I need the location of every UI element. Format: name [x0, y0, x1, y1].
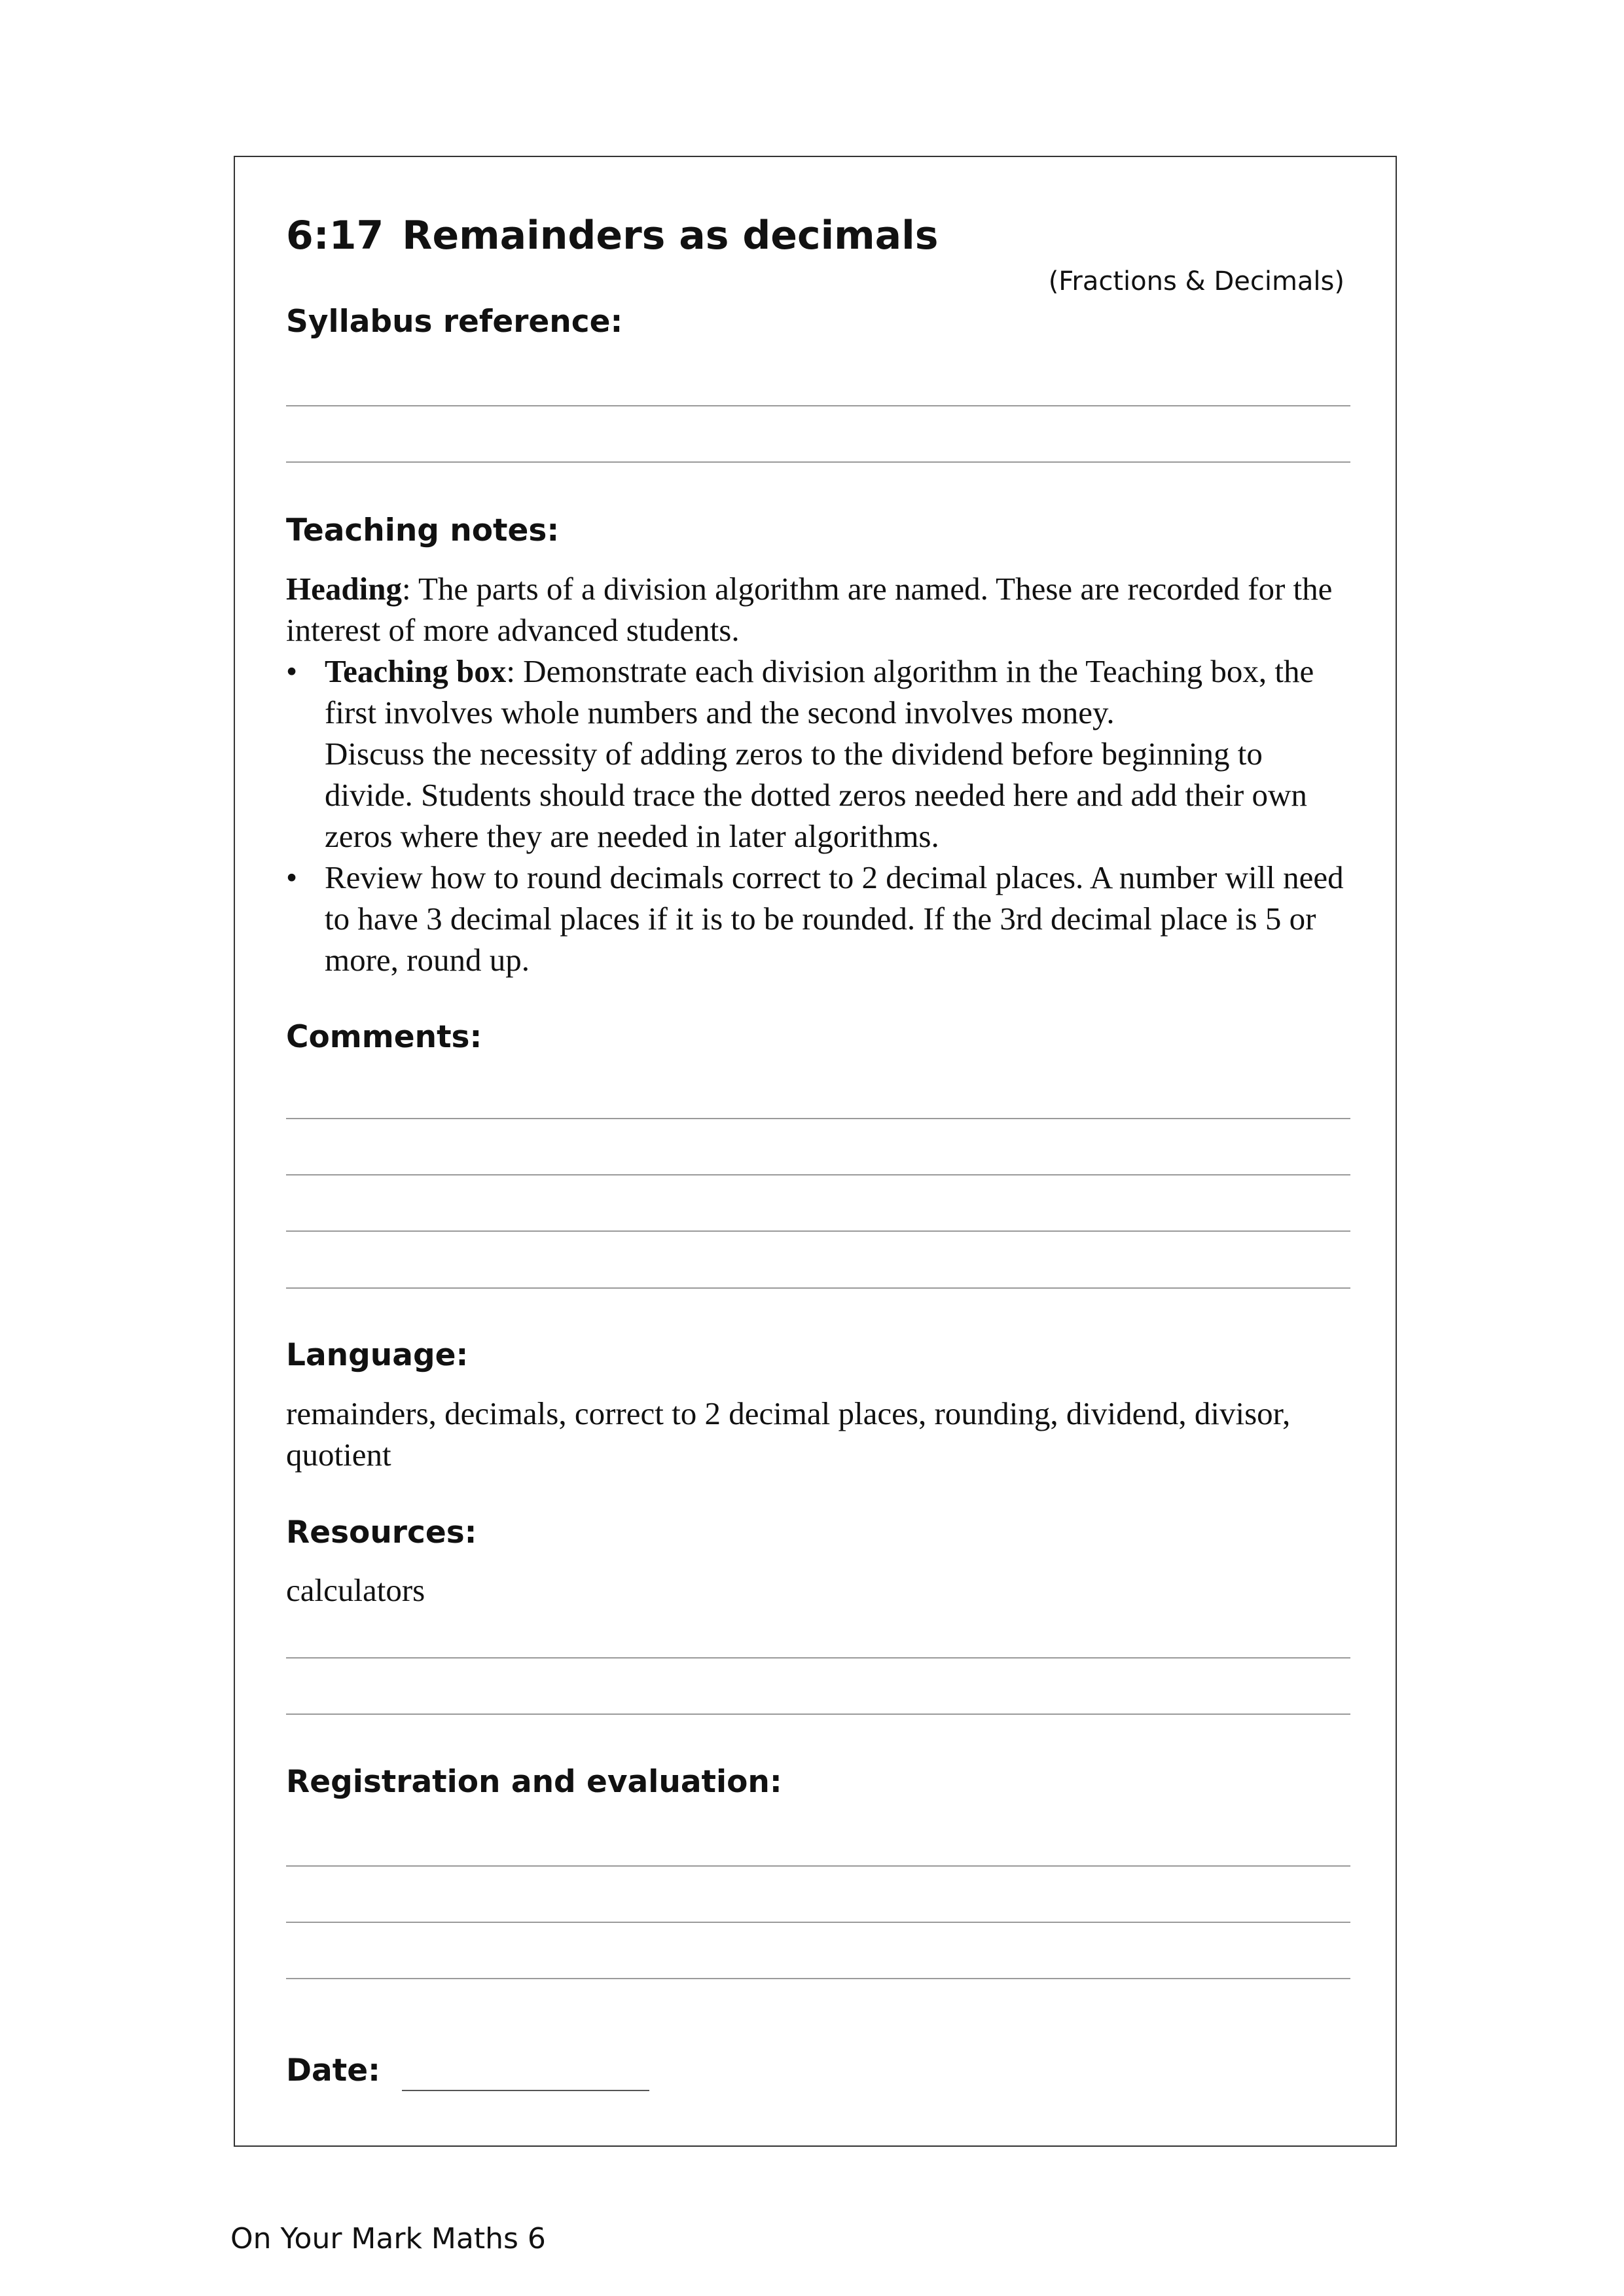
teaching-box-text: : Demonstrate each division algorithm in the Teaching box, the first involves whole numbers and the second involves money.: [325, 653, 1314, 730]
language-label: Language:: [286, 1337, 469, 1373]
language-text: remainders, decimals, correct to 2 decimal places, rounding, dividend, divisor, quotient: [286, 1395, 1291, 1473]
comments-line-3: [286, 1230, 1350, 1232]
comments-line-4: [286, 1287, 1350, 1289]
registration-line-2: [286, 1922, 1350, 1923]
list-item: [286, 651, 1353, 857]
page-title: [286, 209, 938, 262]
date-line: [402, 2090, 649, 2091]
heading-note: [286, 568, 1353, 651]
resources-line-2: [286, 1713, 1350, 1715]
syllabus-line-2: [286, 461, 1350, 463]
comments-label: Comments:: [286, 1019, 482, 1055]
resources-line-1: [286, 1657, 1350, 1659]
lesson-title: Remainders as decimals: [402, 213, 939, 259]
resources-text: calculators: [286, 1572, 425, 1608]
registration-label: Registration and evaluation:: [286, 1764, 782, 1800]
teaching-box-extra: Discuss the necessity of adding zeros to the dividend before beginning to divide. Students should trace the dotted zeros needed here and add their own zeros where they are needed in later algorithms.: [325, 736, 1307, 854]
syllabus-reference-label: Syllabus reference:: [286, 304, 623, 340]
syllabus-line-1: [286, 405, 1350, 406]
topic-category: (Fractions & Decimals): [1048, 266, 1344, 296]
teaching-notes-body: [286, 568, 1353, 980]
bullet-icon: •: [286, 653, 298, 689]
teaching-box-term: Teaching box: [325, 653, 507, 689]
footer-text: On Your Mark Maths 6: [230, 2222, 546, 2255]
rounding-note-text: Review how to round decimals correct to 2 decimal places. A number will need to have 3 decimal places if it is to be rounded. If the 3rd decimal place is 5 or more, round up.: [325, 859, 1344, 978]
registration-line-3: [286, 1978, 1350, 1979]
comments-line-2: [286, 1174, 1350, 1175]
heading-text: : The parts of a division algorithm are named. These are recorded for the interest of more advanced students.: [286, 571, 1333, 648]
teaching-notes-list: [286, 651, 1353, 980]
registration-line-1: [286, 1865, 1350, 1867]
lesson-number: 6:17: [286, 213, 384, 259]
resources-label: Resources:: [286, 1515, 477, 1551]
worksheet-frame: [234, 156, 1397, 2147]
heading-term: Heading: [286, 571, 402, 607]
date-label: Date:: [286, 2053, 380, 2089]
list-item: [286, 857, 1353, 980]
bullet-icon: •: [286, 859, 298, 895]
teaching-notes-label: Teaching notes:: [286, 512, 560, 548]
comments-line-1: [286, 1118, 1350, 1119]
